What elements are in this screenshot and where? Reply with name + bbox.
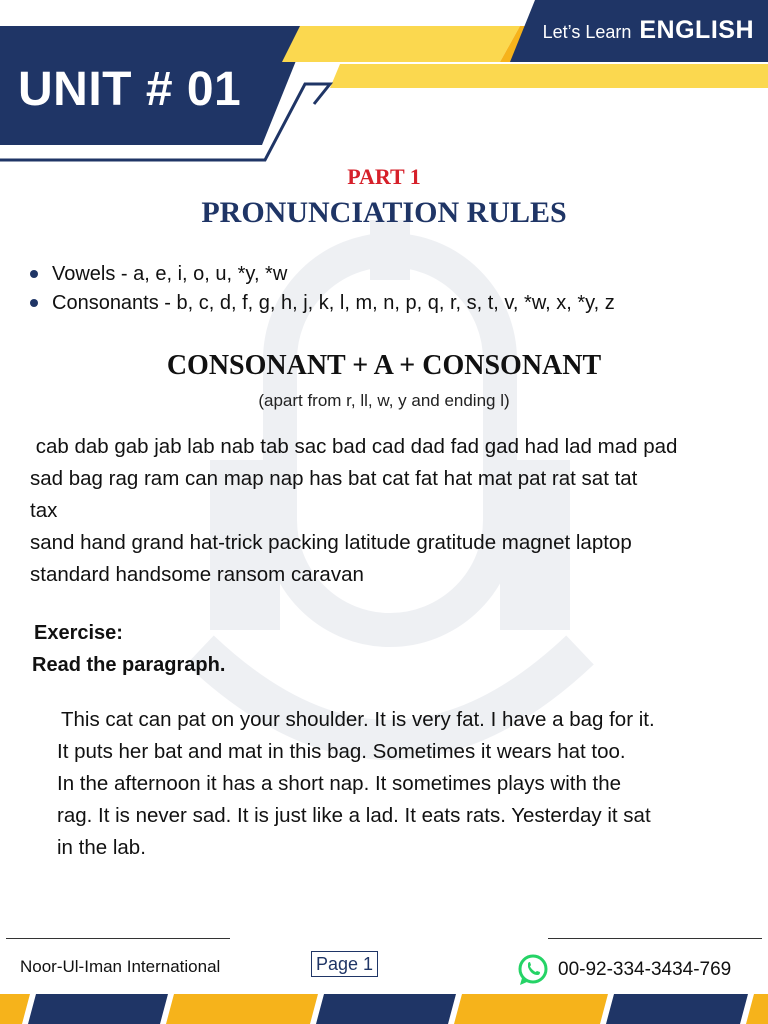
exercise-instruction: Read the paragraph. [32, 654, 226, 676]
phone-number: 00-92-334-3434-769 [558, 959, 732, 980]
part-label: PART 1 [347, 164, 421, 189]
word-line: standard handsome ransom caravan [30, 563, 364, 586]
letter-groups-list [28, 260, 615, 318]
unit-title: UNIT # 01 [18, 63, 242, 116]
list-item [28, 289, 615, 318]
organization-name: Noor-Ul-Iman International [20, 957, 221, 976]
consonants-text: Consonants - b, c, d, f, g, h, j, k, l, m, n, p, q, r, s, t, v, *w, x, *y, z [52, 292, 615, 314]
bullet-icon [30, 270, 38, 278]
word-line: sand hand grand hat-trick packing latitude gratitude magnet laptop [30, 531, 632, 554]
whatsapp-icon [516, 953, 550, 987]
exercise-paragraph [57, 704, 747, 864]
exercise-label: Exercise: [34, 622, 123, 644]
page-title: PRONUNCIATION RULES [201, 196, 567, 229]
bullet-icon [30, 299, 38, 307]
brand-big-text: ENGLISH [639, 16, 754, 44]
footer-divider-left [6, 938, 230, 939]
brand-small-text: Let’s Learn [542, 22, 632, 42]
list-item [28, 260, 615, 289]
paragraph-line: in the lab. [57, 836, 146, 859]
word-line: sad bag rag ram can map nap has bat cat fat hat mat pat rat sat tat [30, 467, 638, 490]
rule-heading: CONSONANT + A + CONSONANT [166, 350, 602, 381]
paragraph-line: It puts her bat and mat in this bag. Sometimes it wears hat too. [57, 740, 626, 763]
rule-subtitle: (apart from r, ll, w, y and ending l) [258, 391, 510, 410]
paragraph-line: This cat can pat on your shoulder. It is very fat. I have a bag for it. [61, 708, 655, 731]
contact-phone [516, 953, 731, 987]
vowels-text: Vowels - a, e, i, o, u, *y, *w [52, 263, 288, 285]
page-number: Page 1 [311, 951, 378, 977]
footer-stripes [0, 990, 768, 1024]
word-examples [30, 431, 750, 591]
word-line: cab dab gab jab lab nab tab sac bad cad dad fad gad had lad mad pad [30, 435, 678, 458]
word-line: tax [30, 499, 58, 522]
footer-divider-right [548, 938, 762, 939]
paragraph-line: rag. It is never sad. It is just like a lad. It eats rats. Yesterday it sat [57, 804, 651, 827]
paragraph-line: In the afternoon it has a short nap. It sometimes plays with the [57, 772, 622, 795]
brand-title [543, 16, 754, 45]
